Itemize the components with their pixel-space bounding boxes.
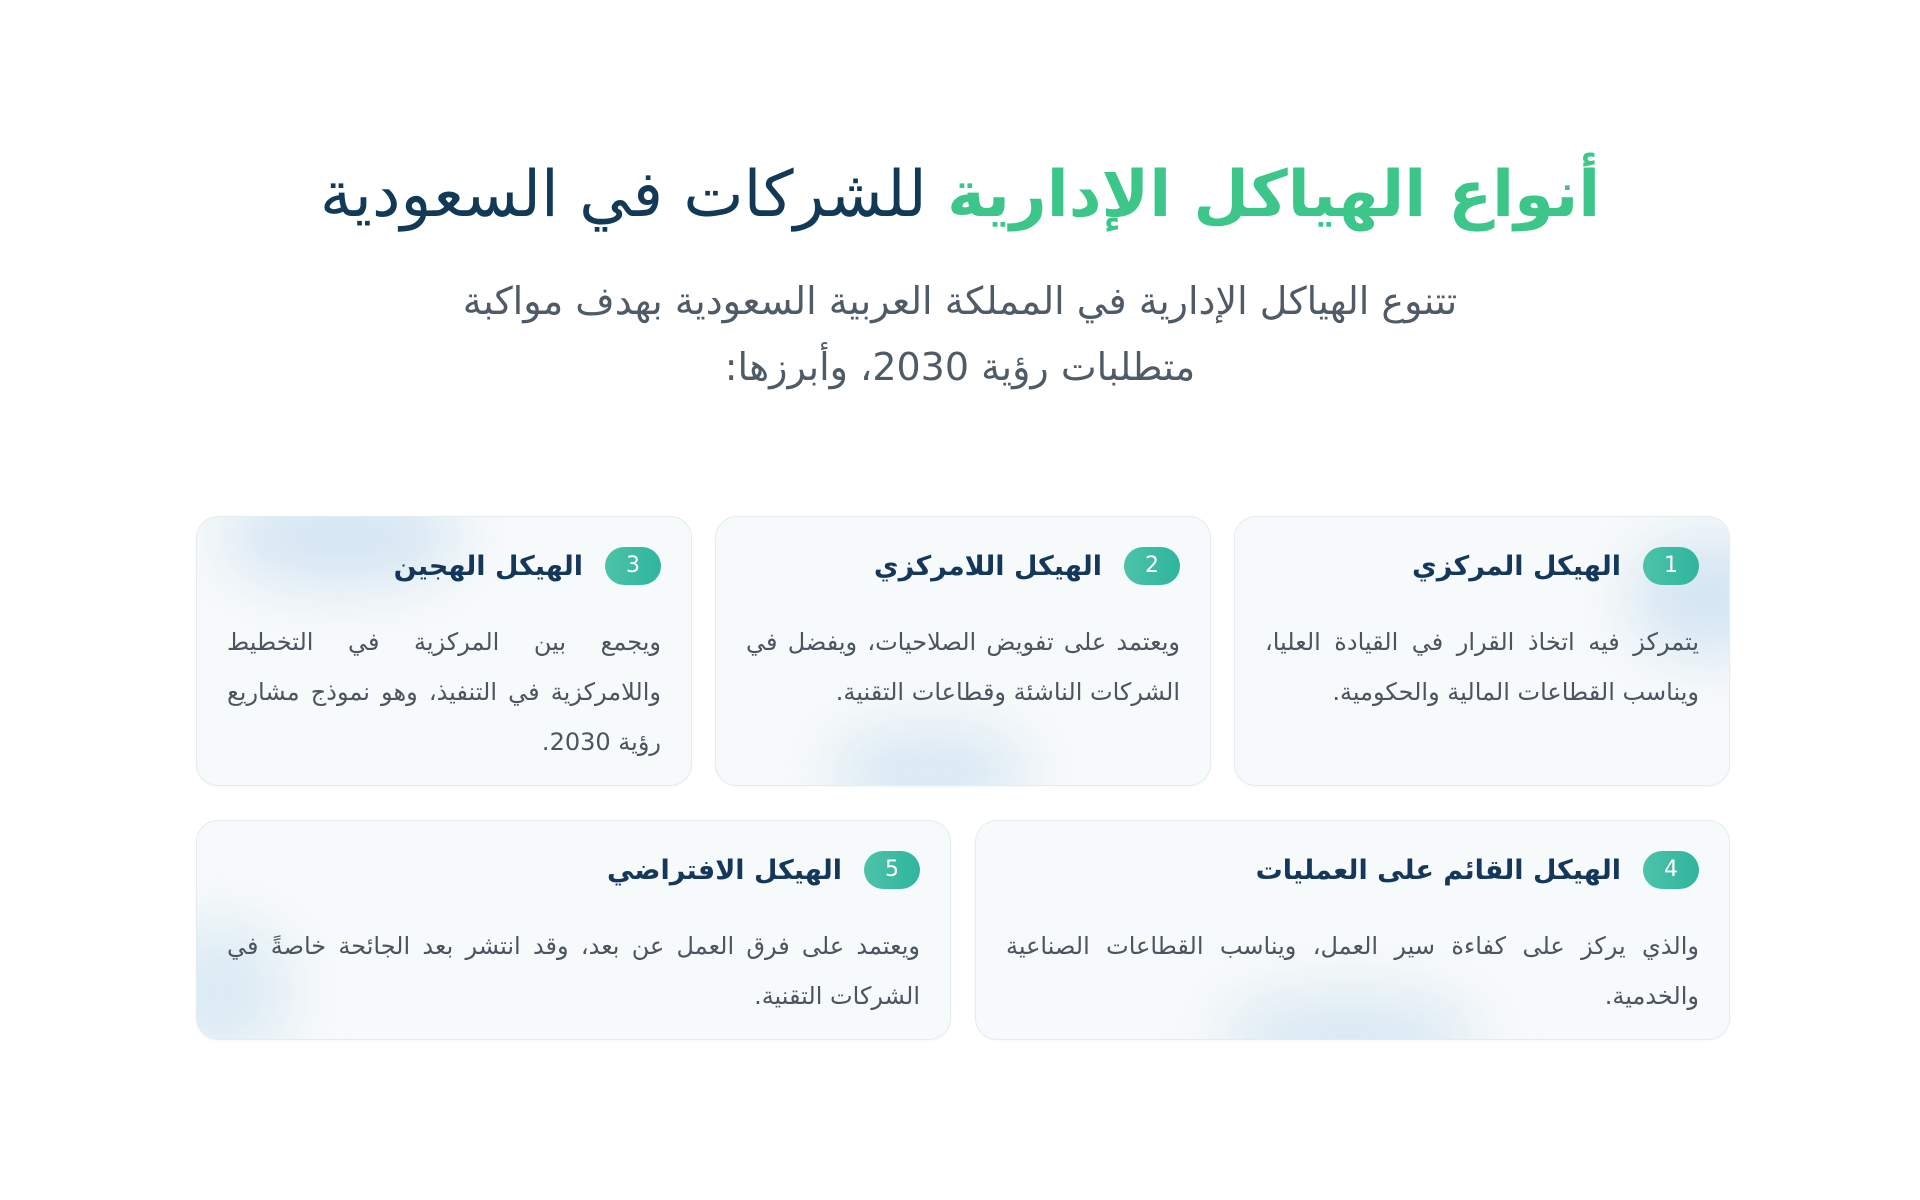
card-decentralized (715, 516, 1211, 786)
card-title: الهيكل الافتراضي (607, 854, 842, 886)
subtitle-line-2: متطلبات رؤية 2030، وأبرزها: (724, 345, 1196, 389)
card-header (607, 851, 920, 889)
page-title-accent: أنواع الهياكل الإدارية (947, 158, 1601, 232)
card-centralized (1234, 516, 1730, 786)
card-header (874, 547, 1180, 585)
card-header (1256, 851, 1699, 889)
card-hybrid (196, 516, 692, 786)
card-number-badge: 5 (864, 851, 920, 889)
card-description: يتمركز فيه اتخاذ القرار في القيادة العليا، ويناسب القطاعات المالية والحكومية. (1265, 628, 1699, 706)
card-header (394, 547, 661, 585)
card-description: ويجمع بين المركزية في التخطيط واللامركزية في التنفيذ، وهو نموذج مشاريع رؤية 2030. (227, 628, 661, 756)
card-process-based (975, 820, 1730, 1040)
card-description: ويعتمد على فرق العمل عن بعد، وقد انتشر بعد الجائحة خاصةً في الشركات التقنية. (227, 932, 920, 1010)
card-number-badge: 1 (1643, 547, 1699, 585)
card-title: الهيكل المركزي (1412, 550, 1621, 582)
page-subtitle (360, 268, 1560, 400)
card-title: الهيكل الهجين (393, 550, 583, 582)
page-title-rest: للشركات في السعودية (319, 158, 927, 232)
card-description: والذي يركز على كفاءة سير العمل، ويناسب القطاعات الصناعية والخدمية. (1006, 932, 1699, 1010)
subtitle-line-1: تتنوع الهياكل الإدارية في المملكة العربية السعودية بهدف مواكبة (462, 279, 1458, 323)
card-number-badge: 4 (1643, 851, 1699, 889)
card-virtual (196, 820, 951, 1040)
card-description: ويعتمد على تفويض الصلاحيات، ويفضل في الشركات الناشئة وقطاعات التقنية. (746, 628, 1180, 706)
card-title: الهيكل القائم على العمليات (1255, 854, 1621, 886)
card-title: الهيكل اللامركزي (873, 550, 1102, 582)
card-header (1412, 547, 1699, 585)
card-number-badge: 2 (1124, 547, 1180, 585)
card-number-badge: 3 (605, 547, 661, 585)
page-title (0, 150, 1920, 240)
